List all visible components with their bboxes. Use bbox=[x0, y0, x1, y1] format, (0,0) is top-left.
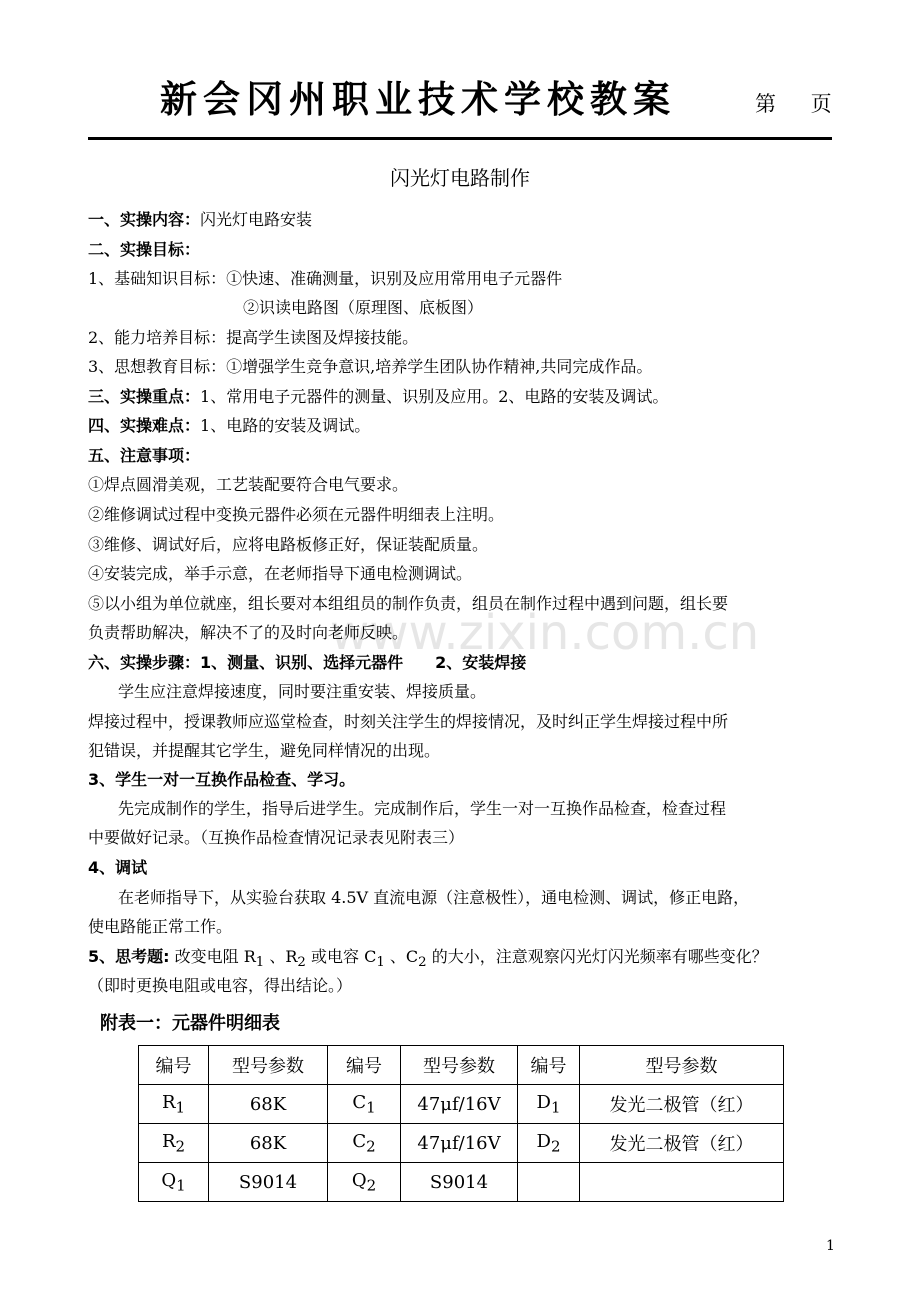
note-item: ④安装完成，举手示意，在老师指导下通电检测调试。 bbox=[88, 564, 473, 583]
section-key-points: 三、实操重点：1、常用电子元器件的测量、识别及应用。2、电路的安装及调试。 bbox=[88, 387, 669, 406]
section-difficulties: 四、实操难点：1、电路的安装及调试。 bbox=[88, 416, 371, 435]
goal-knowledge: 1、基础知识目标：①快速、准确测量，识别及应用常用电子元器件 bbox=[88, 269, 563, 288]
step5-note: （即时更换电阻或电容，得出结论。） bbox=[88, 976, 353, 995]
table-title: 附表一：元器件明细表 bbox=[100, 1013, 280, 1034]
step4-heading: 4、调试 bbox=[88, 858, 148, 877]
step4-paragraph-continued: 使电路能正常工作。 bbox=[88, 917, 233, 936]
table-row bbox=[139, 1085, 784, 1124]
table-header-cell: 型号参数 bbox=[580, 1046, 784, 1085]
table-cell: $D_1$ bbox=[518, 1085, 580, 1124]
table-cell: $C_2$ bbox=[328, 1124, 401, 1163]
document-title: 闪光灯电路制作 bbox=[390, 166, 530, 190]
table-cell bbox=[580, 1163, 784, 1202]
step-paragraph: 焊接过程中，授课教师应巡堂检查，时刻关注学生的焊接情况，及时纠正学生焊接过程中所 bbox=[88, 712, 729, 731]
table-cell: $C_1$ bbox=[328, 1085, 401, 1124]
goal-knowledge-2: ②识读电路图（原理图、底板图） bbox=[243, 298, 484, 317]
table-header-cell: 编号 bbox=[518, 1046, 580, 1085]
table-cell: $D_2$ bbox=[518, 1124, 580, 1163]
section-goals-heading: 二、实操目标： bbox=[88, 240, 201, 259]
watermark: www.zixin.com.cn bbox=[330, 605, 760, 661]
note-item-continued: 负责帮助解决，解决不了的及时向老师反映。 bbox=[88, 623, 409, 642]
school-title: 新会冈州职业技术学校教案 bbox=[160, 78, 676, 121]
step3-paragraph-continued: 中要做好记录。（互换作品检查情况记录表见附表三） bbox=[88, 828, 465, 847]
step4-paragraph: 在老师指导下，从实验台获取 4.5V 直流电源（注意极性），通电检测、调试，修正电路， bbox=[118, 888, 750, 907]
table-cell: $R_1$ bbox=[139, 1085, 209, 1124]
step3-paragraph: 先完成制作的学生，指导后进学生。完成制作后，学生一对一互换作品检查，检查过程 bbox=[118, 799, 727, 818]
note-item: ③维修、调试好后，应将电路板修正好，保证装配质量。 bbox=[88, 535, 489, 554]
step5-question: 5、思考题: 改变电阻 $R_1$ 、$R_2$ 或电容 $C_1$ 、$C_2$ 的大小，注意观察闪光灯闪光频率有哪些变化？ bbox=[88, 947, 768, 971]
table-cell: 68K bbox=[209, 1085, 328, 1124]
table-row bbox=[139, 1163, 784, 1202]
note-item: ②维修调试过程中变换元器件必须在元器件明细表上注明。 bbox=[88, 505, 505, 524]
table-header-row bbox=[139, 1046, 784, 1085]
table-cell: 47μf/16V bbox=[401, 1124, 518, 1163]
header-rule bbox=[88, 137, 832, 140]
table-cell: $Q_2$ bbox=[328, 1163, 401, 1202]
table-header-cell: 型号参数 bbox=[401, 1046, 518, 1085]
goal-ideology: 3、思想教育目标：①增强学生竞争意识,培养学生团队协作精神,共同完成作品。 bbox=[88, 357, 653, 376]
note-item: ⑤以小组为单位就座，组长要对本组组员的制作负责，组员在制作过程中遇到问题，组长要 bbox=[88, 594, 729, 613]
step3-heading: 3、学生一对一互换作品检查、学习。 bbox=[88, 770, 356, 789]
step-paragraph-continued: 犯错误，并提醒其它学生，避免同样情况的出现。 bbox=[88, 741, 441, 760]
table-cell: 68K bbox=[209, 1124, 328, 1163]
table-cell: S9014 bbox=[209, 1163, 328, 1202]
table-cell: S9014 bbox=[401, 1163, 518, 1202]
page-label: 第 页 bbox=[755, 92, 832, 116]
goal-ability: 2、能力培养目标：提高学生读图及焊接技能。 bbox=[88, 328, 419, 347]
components-table bbox=[138, 1045, 784, 1202]
table-cell: 发光二极管（红） bbox=[580, 1124, 784, 1163]
table-row bbox=[139, 1124, 784, 1163]
table-cell: 47μf/16V bbox=[401, 1085, 518, 1124]
table-cell: 发光二极管（红） bbox=[580, 1085, 784, 1124]
table-cell bbox=[518, 1163, 580, 1202]
section-content: 一、实操内容：闪光灯电路安装 bbox=[88, 210, 313, 229]
table-header-cell: 编号 bbox=[328, 1046, 401, 1085]
section-steps-heading: 六、实操步骤：1、测量、识别、选择元器件 2、安装焊接 bbox=[88, 653, 527, 672]
note-item: ①焊点圆滑美观，工艺装配要符合电气要求。 bbox=[88, 475, 409, 494]
section-notes-heading: 五、注意事项： bbox=[88, 446, 201, 465]
table-cell: $R_2$ bbox=[139, 1124, 209, 1163]
table-cell: $Q_1$ bbox=[139, 1163, 209, 1202]
table-header-cell: 编号 bbox=[139, 1046, 209, 1085]
page-number: 1 bbox=[826, 1238, 835, 1254]
step-paragraph: 学生应注意焊接速度，同时要注重安装、焊接质量。 bbox=[118, 682, 487, 701]
table-header-cell: 型号参数 bbox=[209, 1046, 328, 1085]
